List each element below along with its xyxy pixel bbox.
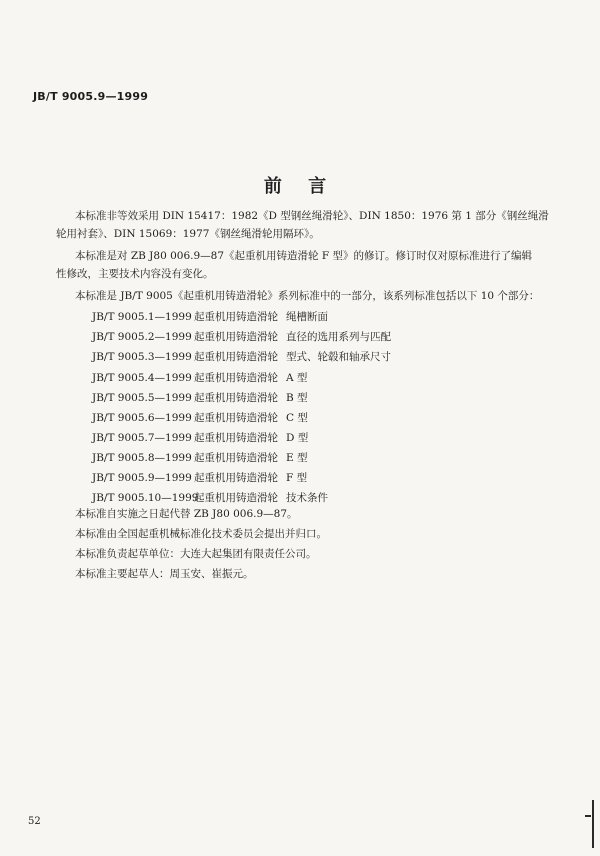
part-code: JB/T 9005.10—1999 — [92, 492, 199, 504]
paragraph-1-line-1: 本标准非等效采用 DIN 15417：1982《D 型钢丝绳滑轮》、DIN 1850：1976 第 1 部分《钢丝绳滑 — [75, 210, 549, 222]
part-name: 起重机用铸造滑轮 — [194, 311, 278, 323]
part-title: 绳槽断面 — [286, 311, 328, 323]
part-code: JB/T 9005.2—1999 — [92, 331, 192, 343]
part-title: F 型 — [286, 472, 308, 484]
closing-replaces: 本标准自实施之日起代替 ZB J80 006.9—87。 — [75, 508, 298, 520]
parts-list-item — [92, 411, 308, 425]
part-code: JB/T 9005.7—1999 — [92, 432, 192, 444]
part-code: JB/T 9005.1—1999 — [92, 311, 192, 323]
part-name: 起重机用铸造滑轮 — [194, 472, 278, 484]
part-title: B 型 — [286, 392, 308, 404]
part-name: 起重机用铸造滑轮 — [194, 452, 278, 464]
part-code: JB/T 9005.9—1999 — [92, 472, 192, 484]
parts-list-item — [92, 491, 328, 505]
part-name: 起重机用铸造滑轮 — [194, 392, 278, 404]
closing-proposed: 本标准由全国起重机械标准化技术委员会提出并归口。 — [75, 528, 327, 540]
part-title: 直径的选用系列与匹配 — [286, 331, 391, 343]
paragraph-2-line-2: 性修改，主要技术内容没有变化。 — [56, 268, 214, 280]
parts-list-item — [92, 391, 308, 405]
part-title: E 型 — [286, 452, 308, 464]
parts-list-item — [92, 471, 307, 485]
part-code: JB/T 9005.6—1999 — [92, 412, 192, 424]
parts-list-item — [92, 330, 391, 344]
parts-list-item — [92, 431, 308, 445]
closing-drafters: 本标准主要起草人：周玉安、崔振元。 — [75, 568, 254, 580]
parts-list-item — [92, 350, 391, 364]
parts-list-item — [92, 451, 308, 465]
page-number: 52 — [28, 816, 41, 827]
closing-drafting-unit: 本标准负责起草单位：大连大起集团有限责任公司。 — [75, 548, 317, 560]
paragraph-1-line-2: 轮用衬套》、DIN 15069：1977《钢丝绳滑轮用隔环》。 — [56, 228, 320, 240]
part-name: 起重机用铸造滑轮 — [194, 412, 278, 424]
part-title: C 型 — [286, 412, 308, 424]
scan-edge-mark — [592, 800, 594, 848]
part-title: 技术条件 — [286, 492, 328, 504]
parts-list-item — [92, 371, 307, 385]
part-name: 起重机用铸造滑轮 — [194, 492, 278, 504]
page-title: 前 言 — [263, 176, 337, 197]
parts-list-item — [92, 310, 328, 324]
part-title: A 型 — [286, 372, 308, 384]
part-code: JB/T 9005.3—1999 — [92, 351, 192, 363]
part-name: 起重机用铸造滑轮 — [194, 351, 278, 363]
scan-edge-mark — [585, 815, 591, 817]
standard-code-header: JB/T 9005.9—1999 — [33, 90, 149, 103]
part-name: 起重机用铸造滑轮 — [194, 432, 278, 444]
part-code: JB/T 9005.4—1999 — [92, 372, 192, 384]
part-title: 型式、轮毂和轴承尺寸 — [286, 351, 391, 363]
paragraph-3: 本标准是 JB/T 9005《起重机用铸造滑轮》系列标准中的一部分，该系列标准包括以下 10 个部分： — [75, 290, 540, 302]
part-title: D 型 — [286, 432, 309, 444]
part-name: 起重机用铸造滑轮 — [194, 372, 278, 384]
part-name: 起重机用铸造滑轮 — [194, 331, 278, 343]
part-code: JB/T 9005.5—1999 — [92, 392, 192, 404]
part-code: JB/T 9005.8—1999 — [92, 452, 192, 464]
paragraph-2-line-1: 本标准是对 ZB J80 006.9—87《起重机用铸造滑轮 F 型》的修订。修订时仅对原标准进行了编辑 — [75, 250, 532, 262]
